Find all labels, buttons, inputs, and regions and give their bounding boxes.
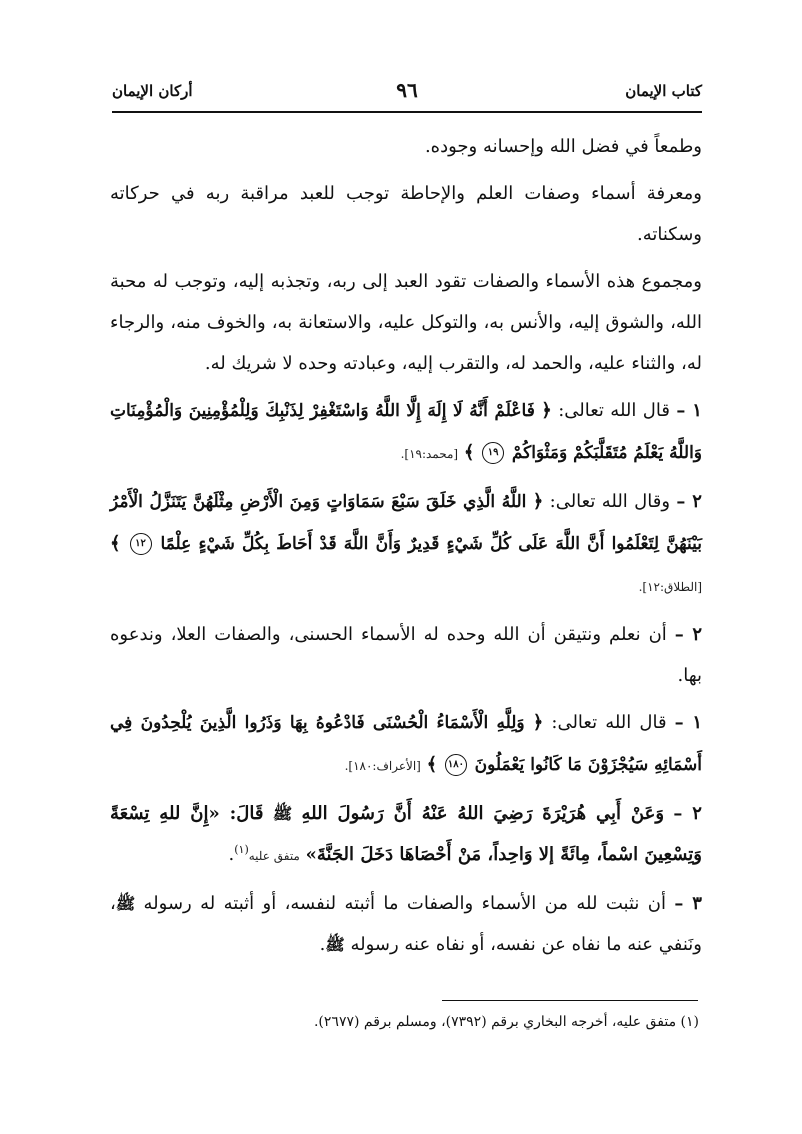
quran-open-bracket: ﴿ xyxy=(532,491,544,512)
item-number: ٢ – xyxy=(676,491,702,512)
point-3 xyxy=(110,883,702,965)
book-title: كتاب الإيمان xyxy=(625,82,702,100)
item-number: ١ – xyxy=(676,400,702,421)
running-header xyxy=(112,78,702,106)
footnote-marker: (١) xyxy=(234,843,249,856)
page-number: ٩٦ xyxy=(396,78,418,102)
salutation-glyph: ﷺ xyxy=(272,804,293,823)
footnote-1: (١) متفق عليه، أخرجه البخاري برقم (٧٣٩٢)، ومسلم برقم (٢٦٧٧). xyxy=(313,1014,699,1030)
point-2 xyxy=(110,614,702,696)
salutation-glyph: ﷺ xyxy=(325,935,345,954)
verse-reference: [الطلاق:١٢]. xyxy=(638,580,702,594)
quran-open-bracket: ﴿ xyxy=(532,712,544,733)
quran-close-bracket: ﴾ xyxy=(426,754,438,775)
hadith-text-2: قَالَ: «إِنَّ للهِ تِسْعَةً وَتِسْعِينَ اسْماً، مِائَةً إلا وَاحِداً، مَنْ أَحْصَاهَا دَخَلَ الجَنَّةَ» xyxy=(110,803,702,865)
point-end: . xyxy=(319,934,326,955)
quran-item-1 xyxy=(110,390,702,475)
paragraph-3: ومجموع هذه الأسماء والصفات تقود العبد إلى ربه، وتجذبه إليه، وتوجب له محبة الله، والشوق إليه، والأنس به، والتوكل عليه، والاستعانة به، والخوف منه، والرجاء له، والثناء عليه، والحمد له، والتقرب إليه، وعبادته وحده لا شريك له. xyxy=(110,271,702,374)
quran-close-bracket: ﴾ xyxy=(463,442,475,463)
quran-close-bracket: ﴾ xyxy=(110,533,121,554)
item-intro: وقال الله تعالى: xyxy=(549,491,671,512)
paragraph-2: ومعرفة أسماء وصفات العلم والإحاطة توجب للعبد مراقبة ربه في حركاته وسكناته. xyxy=(110,183,702,245)
quran-open-bracket: ﴿ xyxy=(541,400,552,421)
item-intro: قال الله تعالى: xyxy=(558,400,670,421)
item-intro: قال الله تعالى: xyxy=(551,712,667,733)
point-number: ٣ – xyxy=(674,893,702,914)
verse-reference: [محمد:١٩]. xyxy=(400,447,459,461)
quran-verse: وَلِلَّهِ الْأَسْمَاءُ الْحُسْنَى فَادْعُوهُ بِهَا وَذَرُوا الَّذِينَ يُلْحِدُونَ فِي أَسْمَائِهِ سَيُجْزَوْنَ مَا كَانُوا يَعْمَلُونَ xyxy=(110,713,702,775)
quran-item-3 xyxy=(110,702,702,787)
item-number: ٢ – xyxy=(673,803,702,824)
hadith-text: وَعَنْ أَبِي هُرَيْرَةَ رَضِيَ اللهُ عَنْهُ أَنَّ رَسُولَ اللهِ xyxy=(301,803,665,824)
point-text-2: ، ونَنفي عنه ما نفاه عن نفسه، أو نفاه عنه رسوله xyxy=(110,893,702,955)
hadith-grade: متفق عليه xyxy=(248,849,300,863)
point-text: أن نثبت لله من الأسماء والصفات ما أثبته لنفسه، أو أثبته له رسوله xyxy=(143,893,666,914)
point-text: أن نعلم ونتيقن أن الله وحده له الأسماء الحسنى، والصفات العلا، وندعوه بها. xyxy=(110,624,702,686)
ayah-number: ١٨٠ xyxy=(445,754,467,776)
main-text xyxy=(110,126,702,965)
quran-verse: اللَّهُ الَّذِي خَلَقَ سَبْعَ سَمَاوَاتٍ وَمِنَ الْأَرْضِ مِثْلَهُنَّ يَتَنَزَّلُ الْأَمْرُ بَيْنَهُنَّ لِتَعْلَمُوا أَنَّ اللَّهَ عَلَى كُلِّ شَيْءٍ قَدِيرٌ وَأَنَّ اللَّهَ قَدْ أَحَاطَ بِكُلِّ شَيْءٍ عِلْمًا xyxy=(110,492,702,554)
salutation-glyph: ﷺ xyxy=(115,894,136,913)
ayah-number: ١٩ xyxy=(482,442,504,464)
ayah-number: ١٢ xyxy=(130,533,152,555)
item-number: ١ – xyxy=(674,712,702,733)
section-title: أركان الإيمان xyxy=(112,82,193,100)
point-number: ٢ – xyxy=(674,624,702,645)
quran-item-2 xyxy=(110,481,702,608)
header-rule xyxy=(112,111,702,113)
hadith-item: ٢ – وَعَنْ أَبِي هُرَيْرَةَ رَضِيَ اللهُ عَنْهُ أَنَّ رَسُولَ اللهِ ﷺ قَالَ: «إِنَّ للهِ تِسْعَةً وَتِسْعِينَ اسْماً، مِائَةً إلا وَاحِداً، مَنْ أَحْصَاهَا دَخَلَ الجَنَّةَ» متفق عليه$^{(١)}$. xyxy=(110,803,702,865)
quran-verse: فَاعْلَمْ أَنَّهُ لَا إِلَهَ إِلَّا اللَّهُ وَاسْتَغْفِرْ لِذَنْبِكَ وَلِلْمُؤْمِنِينَ وَالْمُؤْمِنَاتِ وَاللَّهُ يَعْلَمُ مُتَقَلَّبَكُمْ وَمَثْوَاكُمْ xyxy=(110,401,702,463)
footnote-rule xyxy=(442,1000,698,1001)
paragraph-1: وطمعاً في فضل الله وإحسانه وجوده. xyxy=(424,136,702,157)
verse-reference: [الأعراف:١٨٠]. xyxy=(344,759,421,773)
